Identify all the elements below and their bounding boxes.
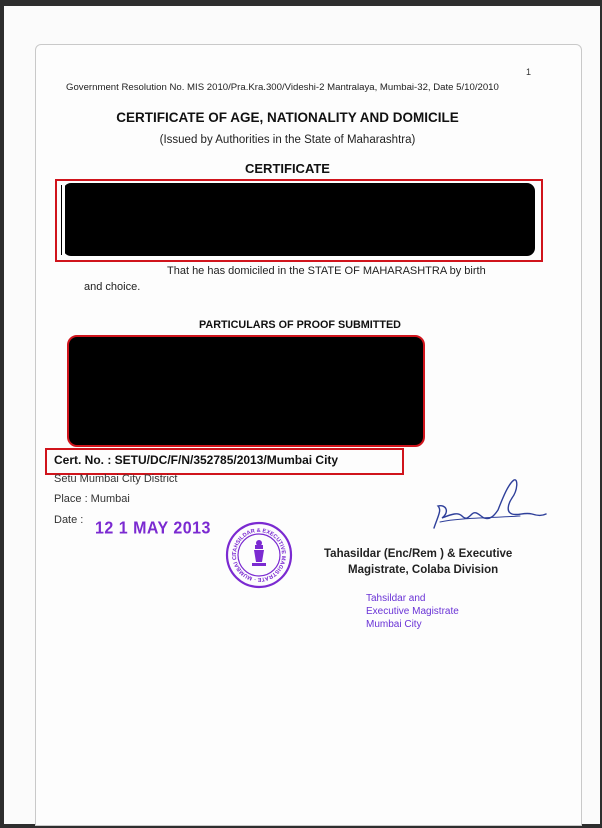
signature-icon [428, 476, 548, 536]
official-seal-icon [224, 520, 294, 590]
particulars-heading: PARTICULARS OF PROOF SUBMITTED [199, 319, 401, 331]
government-resolution-header: Government Resolution No. MIS 2010/Pra.Kra.300/Videshi-2 Mantralaya, Mumbai-32, Date 5/10/2010 [66, 82, 499, 93]
stamp-line-3: Mumbai City [366, 619, 422, 630]
date-stamp: 12 1 MAY 2013 [95, 519, 211, 538]
redacted-block-proof [67, 335, 425, 447]
redacted-block-top [63, 183, 535, 256]
district-line: Setu Mumbai City District [54, 473, 178, 485]
domicile-statement-continued: and choice. [84, 281, 141, 293]
domicile-statement: That he has domiciled in the STATE OF MAHARASHTRA by birth [167, 265, 486, 277]
stamp-line-2: Executive Magistrate [366, 606, 459, 617]
issued-by-line: (Issued by Authorities in the State of Maharashtra) [159, 134, 416, 146]
page-number: 1 [526, 67, 532, 77]
place-line: Place : Mumbai [54, 493, 130, 505]
certificate-number: Cert. No. : SETU/DC/F/N/352785/2013/Mumbai City [54, 453, 339, 467]
signatory-division: Magistrate, Colaba Division [348, 564, 499, 576]
date-label: Date : [54, 514, 84, 526]
certificate-title: CERTIFICATE OF AGE, NATIONALITY AND DOMICILE [116, 110, 459, 125]
stamp-line-1: Tahsildar and [366, 593, 426, 604]
redaction-edge [61, 185, 65, 255]
certificate-heading: CERTIFICATE [245, 161, 330, 176]
seal-text: TAHSILDAR & EXECUTIVE MAGISTRATE · MUMBAI CI [231, 527, 287, 583]
signatory-title: Tahasildar (Enc/Rem ) & Executive [324, 548, 513, 560]
